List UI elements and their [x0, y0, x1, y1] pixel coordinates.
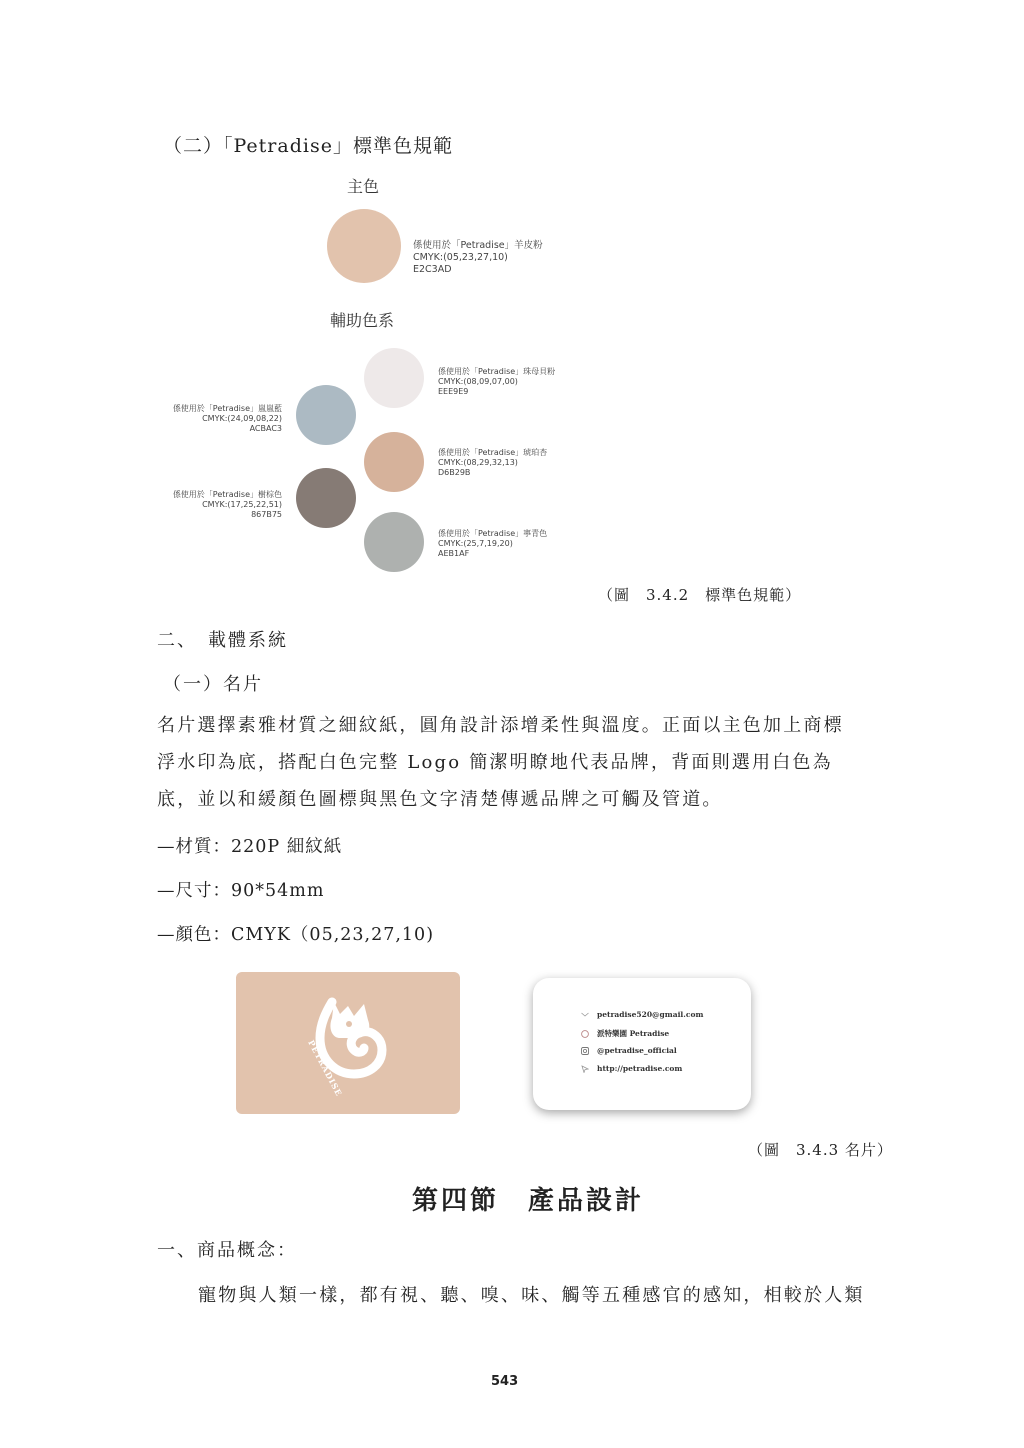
secondary-cmyk: CMYK:(08,29,32,13)	[438, 458, 518, 467]
contact-instagram	[581, 1046, 677, 1055]
paragraph-line: 名片選擇素雅材質之細紋紙，圓角設計添增柔性與溫度。正面以主色加上商標	[157, 715, 844, 736]
secondary-cmyk: CMYK:(25,7,19,20)	[438, 539, 513, 548]
section-heading-carrier: 二、 載體系統	[157, 630, 288, 651]
secondary-color-label: 輔助色系	[330, 311, 395, 330]
secondary-hex: AEB1AF	[438, 549, 470, 558]
secondary-swatch-brown	[296, 468, 356, 528]
card-description	[157, 707, 877, 818]
secondary-cmyk: CMYK:(24,09,08,22)	[202, 414, 282, 423]
paragraph-line: 浮水印為底，搭配白色完整 Logo 簡潔明瞭地代表品牌，背面則選用白色為	[157, 752, 833, 773]
contact-facebook	[581, 1028, 669, 1039]
card-front-logo-text: PETRADISE	[306, 1038, 345, 1099]
secondary-info-brown	[150, 490, 282, 520]
contact-email	[581, 1010, 703, 1019]
secondary-usage: 係使用於「Petradise」琥珀杏	[438, 448, 548, 457]
secondary-hex: EEE9E9	[438, 387, 469, 396]
secondary-info-amber	[438, 448, 547, 478]
primary-color-info	[413, 240, 543, 276]
secondary-usage: 係使用於「Petradise」寧青色	[438, 529, 548, 538]
primary-color-label: 主色	[347, 177, 380, 196]
primary-color-usage: 係使用於「Petradise」羊皮粉	[413, 240, 543, 251]
secondary-usage: 係使用於「Petradise」嵐嵐藍	[172, 404, 282, 413]
secondary-swatch-pearl	[364, 348, 424, 408]
spec-size: —尺寸：90*54mm	[157, 881, 325, 901]
concept-heading: 一、商品概念：	[157, 1240, 297, 1261]
cursor-icon	[581, 1065, 589, 1073]
chapter-title: 第四節 產品設計	[412, 1186, 645, 1216]
contact-facebook-text: 派特樂園 Petradise	[597, 1029, 670, 1038]
contact-instagram-text: @petradise_official	[597, 1046, 677, 1055]
secondary-cmyk: CMYK:(08,09,07,00)	[438, 377, 518, 386]
figure-caption-343: （圖 3.4.3 名片）	[748, 1141, 893, 1159]
subsection-heading-card: （一）名片	[163, 674, 263, 695]
secondary-usage: 係使用於「Petradise」樹棕色	[172, 490, 282, 499]
primary-color-cmyk: CMYK:(05,23,27,10)	[413, 252, 508, 263]
secondary-hex: D6B29B	[438, 468, 471, 477]
secondary-info-teal	[438, 529, 547, 559]
instagram-icon	[581, 1047, 589, 1055]
business-card-back	[533, 978, 751, 1110]
secondary-cmyk: CMYK:(17,25,22,51)	[202, 500, 282, 509]
secondary-hex: 867B75	[251, 510, 282, 519]
spec-material: —材質：220P 細紋紙	[157, 837, 343, 857]
spec-color: —顏色：CMYK（05,23,27,10)	[157, 925, 435, 945]
secondary-info-blue	[150, 404, 282, 434]
contact-website-text: http://petradise.com	[597, 1064, 683, 1073]
primary-color-swatch	[327, 209, 401, 283]
petradise-logo	[236, 972, 460, 1114]
secondary-info-pearl	[438, 367, 555, 397]
concept-text: 寵物與人類一樣，都有視、聽、嗅、味、觸等五種感官的感知，相較於人類	[198, 1285, 865, 1306]
contact-website	[581, 1064, 682, 1073]
color-spec-heading: （二）「Petradise」標準色規範	[163, 135, 453, 157]
mail-icon	[581, 1011, 589, 1019]
secondary-swatch-amber	[364, 432, 424, 492]
figure-caption-342: （圖 3.4.2 標準色規範）	[598, 586, 802, 604]
secondary-hex: ACBAC3	[249, 424, 282, 433]
secondary-swatch-blue	[296, 385, 356, 445]
facebook-icon	[581, 1030, 589, 1038]
paragraph-line: 底，並以和緩顏色圖標與黑色文字清楚傳遞品牌之可觸及管道。	[157, 789, 723, 810]
page-number: 543	[491, 1374, 519, 1389]
primary-color-hex: E2C3AD	[413, 264, 452, 275]
contact-email-text: petradise520@gmail.com	[597, 1010, 704, 1019]
secondary-usage: 係使用於「Petradise」珠母貝粉	[438, 367, 556, 376]
secondary-swatch-teal	[364, 512, 424, 572]
business-card-front	[236, 972, 460, 1114]
